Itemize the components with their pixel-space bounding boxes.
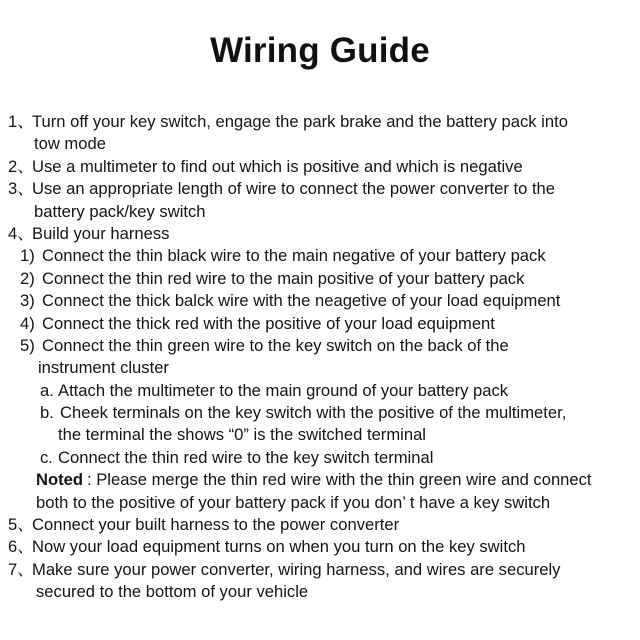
substep-4-line (0, 313, 640, 335)
item-a-line (0, 380, 640, 402)
step-1-continuation (0, 133, 640, 155)
step-2-line (0, 156, 640, 178)
step-1-line (0, 111, 640, 133)
step-7-line (0, 559, 640, 581)
step-number: 1、 (8, 112, 34, 131)
note-line (0, 469, 640, 491)
item-text: Cheek terminals on the key switch with the positive of the multimeter, (60, 403, 567, 423)
step-3-continuation (0, 201, 640, 223)
substep-text: instrument cluster (38, 358, 169, 378)
step-text: Use a multimeter to find out which is positive and which is negative (32, 156, 523, 176)
step-text: battery pack/key switch (34, 201, 206, 221)
substep-text: Connect the thick red with the positive of your load equipment (42, 313, 495, 333)
step-number: 4、 (8, 223, 34, 243)
substep-number: 4) (20, 313, 35, 333)
step-text: secured to the bottom of your vehicle (36, 582, 309, 602)
item-letter: b. (40, 403, 54, 423)
step-number: 3、 (8, 179, 34, 199)
step-3-line (0, 178, 640, 200)
item-b-line (0, 402, 640, 424)
step-text: Turn off your key switch, engage the park brake and the battery pack into (32, 112, 568, 131)
note-continuation (0, 492, 640, 514)
item-letter: a. (40, 380, 54, 400)
substep-number: 1) (20, 246, 35, 266)
substep-text: Connect the thin black wire to the main negative of your battery pack (42, 246, 546, 266)
item-letter: c. (40, 447, 53, 467)
substep-5-line (0, 335, 640, 357)
page-title: Wiring Guide (210, 31, 430, 70)
substep-number: 5) (20, 335, 35, 355)
step-text: tow mode (34, 134, 106, 154)
step-number: 6、 (8, 537, 34, 557)
step-6-line (0, 536, 640, 558)
substep-text: Connect the thick balck wire with the neagetive of your load equipment (42, 291, 561, 311)
step-text: Build your harness (32, 223, 170, 243)
item-text: Attach the multimeter to the main ground of your battery pack (58, 380, 509, 400)
item-c-line (0, 447, 640, 469)
note-label: Noted (36, 470, 84, 490)
note-text: : Please merge the thin red wire with the thin green wire and connect (87, 470, 592, 490)
item-text: the terminal the shows “0” is the switched terminal (58, 425, 426, 445)
step-text: Connect your built harness to the power converter (32, 515, 400, 535)
step-7-continuation (0, 581, 640, 603)
step-text: Make sure your power converter, wiring harness, and wires are securely (32, 559, 561, 579)
substep-5-continuation (0, 357, 640, 379)
item-b-continuation (0, 424, 640, 446)
substep-number: 3) (20, 291, 35, 311)
substep-2-line (0, 268, 640, 290)
step-text: Use an appropriate length of wire to connect the power converter to the (32, 179, 556, 199)
substep-1-line (0, 245, 640, 267)
substep-text: Connect the thin green wire to the key switch on the back of the (42, 335, 509, 355)
step-4-line (0, 223, 640, 245)
note-text: both to the positive of your battery pack if you don’ t have a key switch (36, 492, 551, 512)
step-text: Now your load equipment turns on when you turn on the key switch (32, 537, 526, 557)
step-5-line (0, 514, 640, 536)
instruction-list (0, 111, 640, 604)
substep-number: 2) (20, 268, 35, 288)
substep-3-line (0, 290, 640, 312)
substep-text: Connect the thin red wire to the main positive of your battery pack (42, 268, 525, 288)
step-number: 5、 (8, 515, 34, 535)
step-number: 7、 (8, 559, 34, 579)
item-text: Connect the thin red wire to the key switch terminal (58, 447, 434, 467)
step-number: 2、 (8, 156, 34, 176)
